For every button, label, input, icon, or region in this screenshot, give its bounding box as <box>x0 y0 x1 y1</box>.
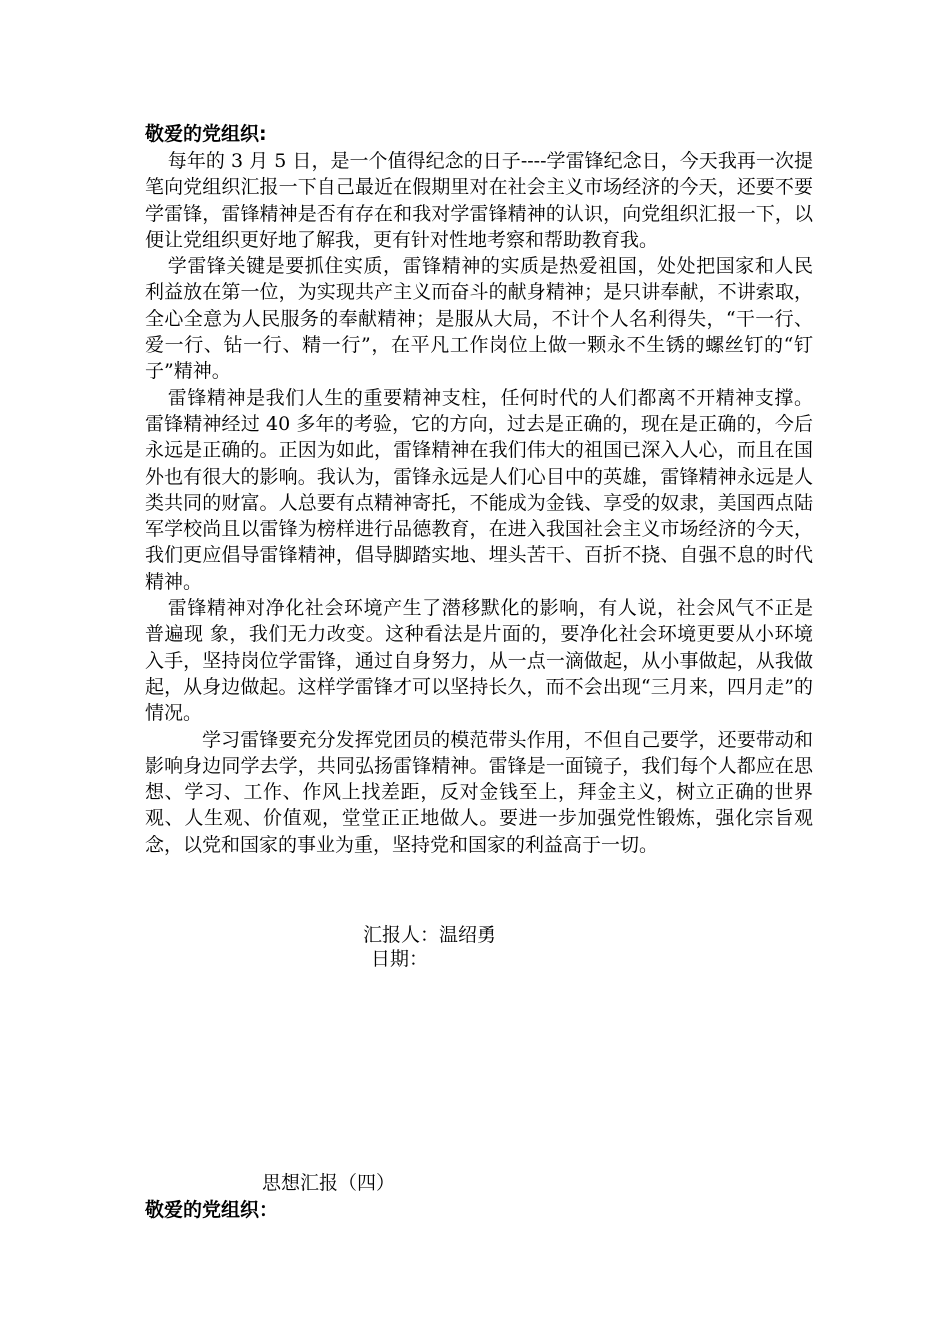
paragraph-2: 学雷锋关键是要抓住实质，雷锋精神的实质是热爱祖国，处处把国家和人民利益放在第一位，为实现共产主义而奋斗的献身精神；是只讲奉献，不讲索取，全心全意为人民服务的奉献精神；是服从大局，不计个人名利得失，“干一行、爱一行、钻一行、精一行”，在平凡工作岗位上做一颗永不生锈的螺丝钉的“钉子”精神。 <box>145 255 813 383</box>
next-section-salutation: 敬爱的党组织： <box>145 1199 279 1221</box>
date-label: 日期： <box>371 948 429 970</box>
letter-body <box>145 148 813 858</box>
salutation: 敬爱的党组织: <box>145 123 267 145</box>
reporter-signature: 汇报人：温绍勇 <box>363 924 497 946</box>
paragraph-4: 雷锋精神对净化社会环境产生了潜移默化的影响，有人说，社会风气不正是普遍现 象，我们无力改变。这种看法是片面的，要净化社会环境更要从小环境入手，坚持岗位学雷锋，通过自身努力，从一点一滴做起，从小事做起，从我做起，从身边做起。这样学雷锋才可以坚持长久，而不会出现“三月来，四月走”的情况。 <box>145 597 813 725</box>
paragraph-5: 学习雷锋要充分发挥党团员的模范带头作用，不但自己要学，还要带动和影响身边同学去学，共同弘扬雷锋精神。雷锋是一面镜子，我们每个人都应在思想、学习、工作、作风上找差距，反对金钱至上，拜金主义，树立正确的世界观、人生观、价值观，堂堂正正地做人。要进一步加强党性锻炼，强化宗旨观念，以党和国家的事业为重，坚持党和国家的利益高于一切。 <box>145 728 813 856</box>
paragraph-1: 每年的 3 月 5 日，是一个值得纪念的日子----学雷锋纪念日，今天我再一次提笔向党组织汇报一下自己最近在假期里对在社会主义市场经济的今天，还要不要学雷锋，雷锋精神是否有存在和我对学雷锋精神的认识，向党组织汇报一下，以便让党组织更好地了解我，更有针对性地考察和帮助教育我。 <box>145 150 813 251</box>
paragraph-3: 雷锋精神是我们人生的重要精神支柱，任何时代的人们都离不开精神支撑。雷锋精神经过 40 多年的考验，它的方向，过去是正确的，现在是正确的，今后永远是正确的。正因为如此，雷锋精神在我们伟大的祖国已深入人心，而且在国外也有很大的影响。我认为，雷锋永远是人们心目中的英雄，雷锋精神永远是人类共同的财富。人总要有点精神寄托，不能成为金钱、享受的奴隶，美国西点陆军学校尚且以雷锋为榜样进行品德教育，在进入我国社会主义市场经济的今天，我们更应倡导雷锋精神，倡导脚踏实地、埋头苦干、百折不挠、自强不息的时代精神。 <box>145 386 813 593</box>
next-section-title: 思想汇报（四） <box>262 1172 396 1194</box>
